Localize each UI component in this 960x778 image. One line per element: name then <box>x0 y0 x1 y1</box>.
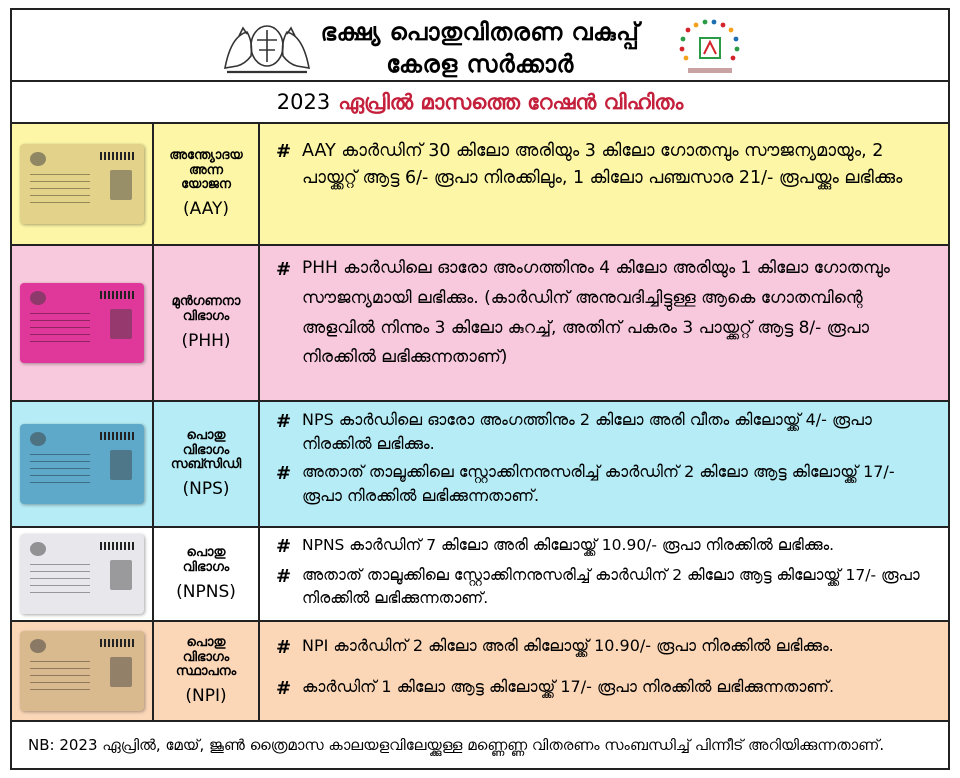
category-line: അന്ത്യോദയ <box>169 147 243 163</box>
category-label <box>154 246 260 400</box>
category-line: സബ്സിഡി <box>170 457 242 473</box>
bullet: # <box>276 463 292 484</box>
row-phh <box>12 246 948 402</box>
allocation-text <box>262 528 948 620</box>
department-name: ഭക്ഷ്യ പൊതുവിതരണ വകുപ്പ് <box>320 18 640 46</box>
item-text: NPI കാർഡിന് 2 കിലോ അരി കിലോയ്ക്ക് 10.90/- രൂപാ നിരക്കിൽ ലഭിക്കും. <box>302 636 834 655</box>
list-item <box>276 138 932 192</box>
category-label <box>154 528 260 620</box>
item-text: NPNS കാർഡിന് 7 കിലോ അരി കിലോയ്ക്ക് 10.90/- രൂപാ നിരക്കിൽ ലഭിക്കും. <box>302 536 835 554</box>
list-item <box>276 634 932 661</box>
allocation-text <box>262 622 948 720</box>
bullet: # <box>276 637 292 658</box>
category-line: വിഭാഗം <box>182 442 230 458</box>
row-npns <box>12 528 948 622</box>
bullet: # <box>276 678 292 699</box>
list-item <box>276 408 932 456</box>
bullet: # <box>276 411 292 432</box>
header <box>12 10 948 82</box>
allocation-text <box>262 402 948 526</box>
government-name: കേരള സർക്കാർ <box>386 50 574 78</box>
category-code: (NPNS) <box>176 581 236 602</box>
category-line: പൊതു <box>186 427 226 443</box>
nps-ration-card-icon <box>20 424 144 504</box>
category-code: (AAY) <box>182 199 230 220</box>
row-aay <box>12 124 948 246</box>
category-line: പൊതു <box>186 634 226 650</box>
npi-ration-card-icon <box>20 631 144 711</box>
category-line: മുൻഗണനാ <box>171 294 241 310</box>
aay-ration-card-icon <box>20 144 144 224</box>
category-line: വിഭാഗം <box>182 309 230 324</box>
title-text: ഏപ്രിൽ മാസത്തെ റേഷൻ വിഹിതം <box>338 89 684 114</box>
civil-supplies-logo-icon <box>674 16 746 78</box>
npns-ration-card-icon <box>20 534 144 614</box>
item-text: NPS കാർഡിലെ ഓരോ അംഗത്തിനും 2 കിലോ അരി വീതം കിലോയ്ക്ക് 4/- രൂപാ നിരക്കിൽ ലഭിക്കും. <box>302 410 872 453</box>
item-text: AAY കാർഡിന് 30 കിലോ അരിയും 3 കിലോ ഗോതമ്പും സൗജന്യമായും, 2 പായ്ക്കറ്റ് ആട്ട 6/- രൂപാ നിരക്കിലും, 1 കിലോ പഞ്ചസാര 21/- രൂപയ്ക്കും ലഭിക്കും <box>302 141 903 189</box>
phh-ration-card-icon <box>20 283 144 363</box>
card-image-cell <box>12 124 154 244</box>
allocation-text <box>262 246 948 400</box>
card-image-cell <box>12 622 154 720</box>
item-text: അതാത് താലൂക്കിലെ സ്റ്റോക്കിനനുസരിച്ച് കാർഡിന് 2 കിലോ ആട്ട കിലോയ്ക്ക് 17/- രൂപാ നിരക്കിൽ ലഭിക്കുന്നതാണ്. <box>302 566 920 607</box>
category-line: വിഭാഗം <box>182 560 230 575</box>
item-text: അതാത് താലൂക്കിലെ സ്റ്റോക്കിനനുസരിച്ച് കാർഡിന് 2 കിലോ ആട്ട കിലോയ്ക്ക് 17/- രൂപാ നിരക്കിൽ ലഭിക്കുന്നതാണ്. <box>302 462 895 505</box>
list-item <box>276 534 932 560</box>
list-item <box>276 675 932 702</box>
bullet: # <box>276 141 292 162</box>
bullet: # <box>276 566 292 588</box>
category-label <box>154 402 260 526</box>
category-line: സ്ഥാപനം <box>175 664 237 680</box>
row-npi <box>12 622 948 722</box>
ration-notice <box>10 8 950 770</box>
category-code: (PHH) <box>181 330 231 351</box>
category-line: അന്ന <box>188 162 224 178</box>
bullet: # <box>276 536 292 557</box>
bullet: # <box>276 259 292 280</box>
list-item <box>276 254 932 373</box>
category-label <box>154 622 260 720</box>
allocation-text <box>262 124 948 244</box>
card-image-cell <box>12 246 154 400</box>
title-year: 2023 <box>276 90 331 114</box>
category-line: യോജന <box>181 177 231 193</box>
footer-note: NB: 2023 ഏപ്രിൽ, മേയ്, ജൂൺ ത്രൈമാസ കാലയളവിലേയ്ക്കുള്ള മണ്ണെണ്ണ വിതരണം സംബന്ധിച്ച് പിന്നീട് അറിയിക്കുന്നതാണ്. <box>28 736 885 754</box>
row-nps <box>12 402 948 528</box>
card-image-cell <box>12 528 154 620</box>
page-title <box>12 82 948 124</box>
item-text: കാർഡിന് 1 കിലോ ആട്ട കിലോയ്ക്ക് 17/- രൂപാ നിരക്കിൽ ലഭിക്കുന്നതാണ്. <box>302 677 835 696</box>
list-item <box>276 460 932 508</box>
category-code: (NPS) <box>182 479 230 500</box>
category-line: പൊതു <box>186 545 226 561</box>
category-line: വിഭാഗം <box>182 649 230 665</box>
card-image-cell <box>12 402 154 526</box>
list-item <box>276 564 932 609</box>
item-text: PHH കാർഡിലെ ഓരോ അംഗത്തിനും 4 കിലോ അരിയും 1 കിലോ ഗോതമ്പും സൗജന്യമായി ലഭിക്കും. (കാർഡിന് അനുവദിച്ചിട്ടുള്ള ആകെ ഗോതമ്പിന്റെ അളവിൽ നിന്നും 3 കിലോ കുറച്ച്, അതിന് പകരം 3 പായ്ക്കറ്റ് ആട്ട 8/- രൂപാ നിരക്കിൽ ലഭിക്കുന്നതാണ്) <box>302 258 890 368</box>
category-label <box>154 124 260 244</box>
category-code: (NPI) <box>185 686 227 707</box>
